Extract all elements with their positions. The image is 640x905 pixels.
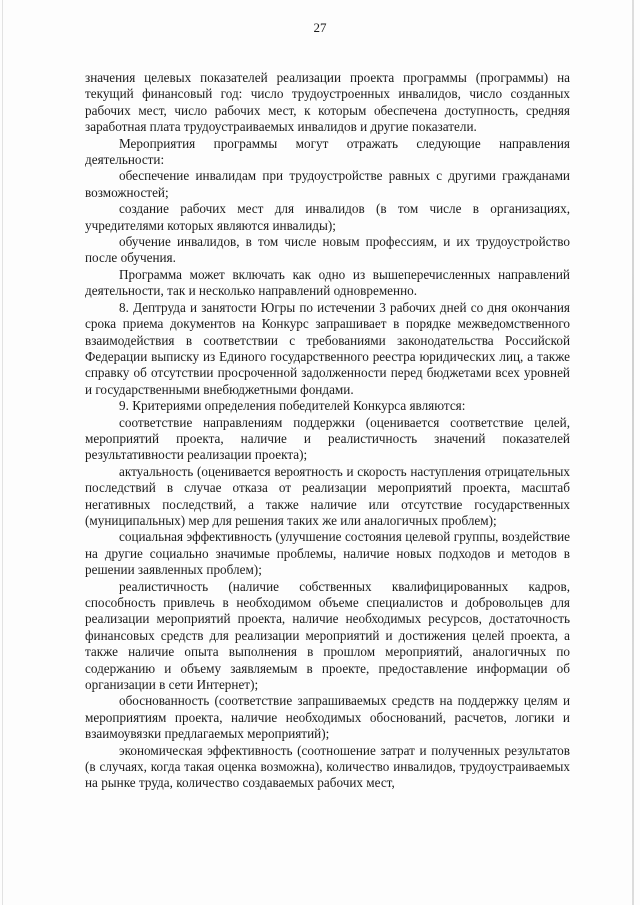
scan-edge-right [632,0,634,905]
paragraph-indicator-values: значения целевых показателей реализации проекта программы (программы) на текущий финансовый год: число трудоустроенных инвалидов, число созданных рабочих мест, число рабочих мест, к которым обеспечена доступность, средняя заработная плата трудоустраиваемых инвалидов и другие показатели. [85,70,570,135]
paragraph-program-directions: Мероприятия программы могут отражать следующие направления деятельности: [85,135,570,168]
page-number: 27 [313,20,327,35]
scan-edge-left [2,0,3,905]
paragraph-direction-training: обучение инвалидов, в том числе новым профессиям, и их трудоустройство после обучения. [85,234,570,266]
paragraph-criterion-compliance: соответствие направлениям поддержки (оценивается соответствие целей, мероприятий проекта, наличие и реалистичность значений показателей результативности реализации проекта); [85,414,570,463]
paragraph-criterion-relevance: актуальность (оценивается вероятность и скорость наступления отрицательных последствий в случае отказа от реализации мероприятий проекта, масштаб негативных последствий, а также наличие или отсутствие государственных (муниципальных) мер для решения таких же или аналогичных проблем); [85,463,570,528]
paragraph-item-8: 8. Дептруда и занятости Югры по истечении 3 рабочих дней со дня окончания срока приема документов на Конкурс запрашивает в порядке межведомственного взаимодействия в соответствии с требованиями законодательства Российской Федерации выписку из Единого государственного реестра юридических лиц, а также справку об отсутствии просроченной задолженности перед бюджетами всех уровней и государственными внебюджетными фондами. [85,299,570,397]
paragraph-item-9: 9. Критериями определения победителей Конкурса являются: [119,398,466,414]
paragraph-criterion-validity: обоснованность (соответствие запрашиваемых средств на поддержку целям и мероприятиям проекта, наличие необходимых обоснований, расчетов, логики и взаимоувязки предлагаемых мероприятий); [85,693,570,742]
paragraph-criterion-realism: реалистичность (наличие собственных квалифицированных кадров, способность привлечь в необходимом объеме специалистов и добровольцев для реализации мероприятий проекта, наличие необходимых ресурсов, достаточность финансовых средств для реализации мероприятий и достижения целей проекта, а также наличие опыта выполнения в прошлом мероприятий, аналогичных по содержанию и объему заявляемым в проекте, предоставление информации об организации в сети Интернет); [85,578,570,693]
paragraph-direction-equal-opportunities: обеспечение инвалидам при трудоустройстве равных с другими гражданами возможностей; [85,168,570,200]
paragraph-multiple-directions: Программа может включать как одно из вышеперечисленных направлений деятельности, так и несколько направлений одновременно. [85,266,570,299]
document-body [85,70,570,792]
paragraph-direction-job-creation: создание рабочих мест для инвалидов (в том числе в организациях, учредителями которых являются инвалиды); [85,201,570,233]
paragraph-criterion-social-efficiency: социальная эффективность (улучшение состояния целевой группы, воздействие на другие социально значимые проблемы, наличие новых подходов и методов в решении заявленных проблем); [85,529,570,578]
paragraph-criterion-economic-efficiency: экономическая эффективность (соотношение затрат и полученных результатов (в случаях, когда такая оценка возможна), количество инвалидов, трудоустраиваемых на рынке труда, количество создаваемых рабочих мест, [85,742,570,791]
